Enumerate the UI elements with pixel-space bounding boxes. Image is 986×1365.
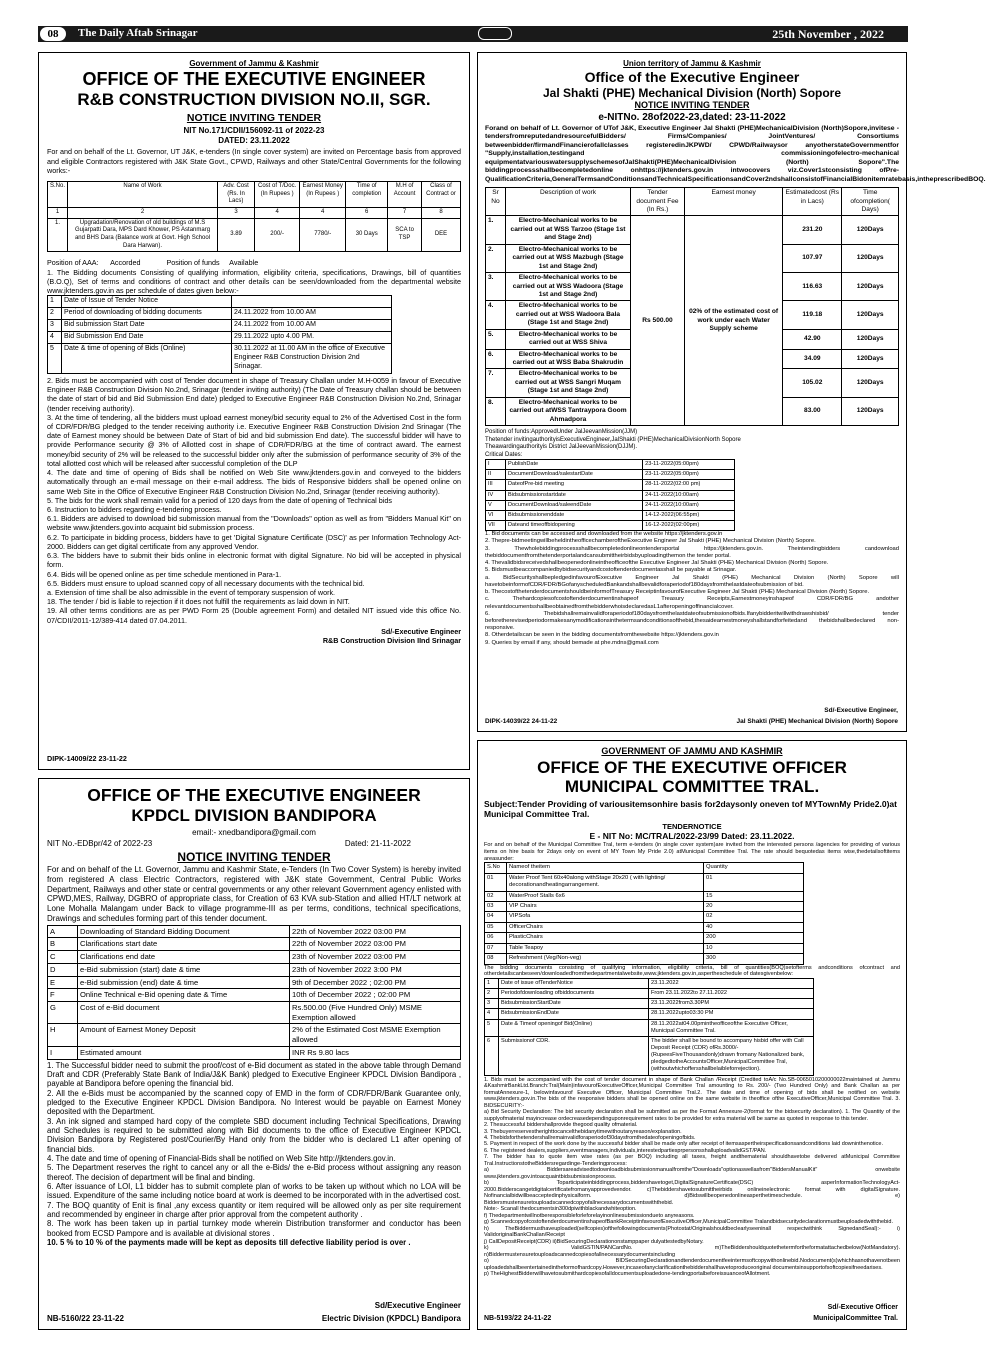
cell: Date of issue ofTenderNotice [499,978,649,988]
rb-division: R&B CONSTRUCTION DIVISION NO.II, SGR. [77,89,431,109]
cell: DateofPre-bid meeting [506,480,643,490]
cell: Electro-Mechanical works to be carried out at WSS Baba Shakrudin [506,349,631,369]
cell: I [48,1046,78,1059]
rb-colnum: 6 [346,208,388,219]
cell: 120Days [842,273,899,301]
cell: Downloading of Standard Bidding Document [78,925,290,938]
cell: 07 [485,943,507,953]
cell: 23th of November 2022 03:00 PM [290,951,461,964]
mc-title: OFFICE OF THE EXECUTIVE OFFICER [537,757,847,777]
phe-works-table [485,187,899,426]
mc-intro: For and on behalf of the Municipal Committee Tral, term e-tenders (in single cover system)are invited from the interested persons /agencies for providing of various items on hire basis for 2days only on event of MY Town My Pride 2.0) atMunicipal Committee Tral. The rate should bequotedas items wise,thedetailsoftitems areasunder: [484,842,900,862]
mc-committee: MUNICIPAL COMMITTEE TRAL. [564,777,820,797]
rb-colnum: 7 [388,208,422,219]
cell: DocumentDownload/saleendDate [506,500,643,510]
cell: Bidsubmissionenddate [506,510,643,520]
kp-nit-number: NIT No.-EDBpr/42 of 2022-23 [47,838,153,848]
kp-sign-1: Sd/Executive Engineer [374,1300,461,1310]
cell: 5 [48,344,62,374]
phe-tender-notice [477,52,986,732]
cell: Cost of e-Bid document [78,1002,290,1024]
rb-clause: 5. The bids for the work shall remain valid for a period of 120 days from the date of opening of Technical bids [47,495,392,505]
newspaper-name: The Daily Aftab Srinagar [78,27,198,39]
cell: 6 [485,1036,499,1075]
phe-footer [485,718,898,726]
phe-term: 1. Bid documents can be accessed and downloaded from the website https://jktenders.gov.in [485,531,723,538]
phe-dates-table [485,459,735,531]
rb-col: Class of Contract or [421,182,460,208]
cell: 40 [704,922,804,932]
mc-para-2: The bidding documents consisting of qualifying information, eligibility criteria, bill of quantities(BOQ)setofterms andconditions ofcontract and otherdetailscanbeseen/downloadedfromthedepartmentalwebsite,www.jktenders.gov.in,aspertheschedule of datesgivenbelow: [484,964,900,978]
cell: Nameof theitem [507,863,704,873]
cell: 4 [48,332,62,344]
rb-col: M.H of Account [388,182,422,208]
cell: VIPSofa [507,912,704,922]
rb-clauses [47,376,461,625]
rb-col: S.No. [48,182,68,208]
cell: 16-12-2022(02:00pm) [643,521,735,531]
phe-term: 4. Thevalidbidsreceivedshallbeopenedonlineintheofficeofthe Executive Engineer Jal Shakti (PHE) Mechanical Division (North) Sopore. [485,560,829,567]
cell: DocumentDownload/salestartDate [506,470,643,480]
cell: Refreshment (Veg/Non-veg) [507,954,704,964]
cell: 2 [485,989,499,999]
cell: 03 [485,902,507,912]
rb-government: Government of Jammu & Kashmir [189,59,319,68]
cell: 28-11-2022(02:00 pm) [643,480,735,490]
phe-term: 8. Otherdetailscan be seen in the bidding documentsfromthewebsite https://jktenders.gov.in [485,632,719,639]
cell: 2 [48,308,62,320]
phe-dipk: DIPK-14039/22 24-11-22 [485,717,558,725]
rb-para-1: 1. The Bidding documents Consisting of qualifying information, eligibility criteria, specifications, Drawings, bill of quantities (B.O.Q), Set of terms and conditions of contract and other details can be seen/downloaded from the departmental website www.jktenders.gov.in as per schedule of dates given below:- [47,267,461,296]
cell: Bid submission Start Date [62,320,232,332]
rb-dates-table [47,295,392,374]
cell: Period of downloading of bidding documents [62,308,232,320]
cell: WaterProof Stalls 6x6 [507,891,704,901]
cell: 24.11.2022 from 10.00 AM [232,320,392,332]
cell: Clarifications end date [78,951,290,964]
masthead-logo-icon [478,27,512,40]
cell: 107.97 [783,244,842,272]
cell: Bidsubmissionstartdate [506,490,643,500]
rb-clause: 6.5. Bidders must ensure to upload scanned copy of all necessary documents with the technical bid. [47,578,365,588]
phe-emd: 02% of the estimated cost of work under each Water Supply scheme [685,216,783,426]
phe-nit-heading: NOTICE INVITING TENDER [634,100,750,111]
cell: 1 [485,978,499,988]
rb-clause: 6.3. The bidders have to submit their bids online in electronic format with digital Signature. No bid will be accepted in physical form. [47,551,461,570]
kp-clause: 10. 5 % to 10 % of the payments made will be kept as deposits till defective liability period is over . [47,1238,411,1248]
cell: B [48,938,78,951]
cell: 3. [486,273,506,301]
rb-cell: DEE [421,218,460,252]
cell: 1. [486,216,506,244]
cell: Online Technical e-Bid opening date & Time [78,989,290,1002]
kp-clause: 4. The date and time of opening of Financial-Bids shall be notified on Web Site http://jktenders.gov.in. [47,1154,396,1164]
cell: 7. [486,369,506,397]
cell: IV [486,490,506,500]
phe-col: Tender document Fee (In Rs.) [631,188,685,216]
mc-clause: 6. The registered dealers,suppliers,eventmanagers,individuals,interestedpartiesprpersonsshalluploadvalidGST/PAN. [484,1147,767,1154]
phe-tra: Theawardingauthorityis District JalJeevanMission(DJJM). [485,444,638,451]
cell: II [486,470,506,480]
cell: 10th of December 2022 ; 02:00 PM [290,989,461,1002]
mc-subject: Subject:Tender Providing of variousitemsonhire basis for2daysonly oneven tof MYTownMy Pride2.0)at Municipal Committee Tral. [484,798,897,820]
cell: 120Days [842,216,899,244]
issue-date: 25th November , 2022 [772,27,884,41]
phe-ut: Union territory of Jammu & Kashmir [623,59,761,68]
mc-clause: g) ScannedcopyofcostoftenderdocumentinshapeofBankReceiptinfavourofExecutiveOfficer,MunicipalCommittee Tralandbidsecuritydeclarationmustbeuploadedwiththebid. [484,1219,893,1226]
cell: VIP Chairs [507,902,704,912]
cell: 300 [704,954,804,964]
cell: 24.11.2022 from 10.00 AM [232,308,392,320]
cell: 02 [704,912,804,922]
kp-clause: 3. An ink signed and stamped hard copy of the complete SBD document including Technical Specifications, Drawing and Schedules is required to be submitted along with Bid documents to the office of Executive Engineer KPDCL Division Bandipora by Registered post/Courier/By Hand only from the bidder who is declared L1 after opening of financial bids. [47,1116,461,1154]
rb-colnum: 1 [48,208,68,219]
cell: 119.18 [783,301,842,329]
cell: 200 [704,933,804,943]
rb-clause: 19. All other terms conditions are as per PWD Form 25 (Double agreement Form) and detailed NIT issued vide this office No. 07/CDII/2011-12/389-414 dated 07.04.2011. [47,606,461,625]
cell: H [48,1024,78,1046]
mc-clause: j) CallDepositReceipt(CDR) ii)BidSecuringDeclarationonstamppaper dulyattestedbyNotary. [484,1238,704,1245]
cell: 04 [485,912,507,922]
rb-clause: 18. The tender / bid is liable to rejection if it does not fulfill the requirements as laid down in NIT. [47,597,350,607]
rb-clause: 4. The date and time of opening of Bids shall be notified on Web Site www.jktenders.gov.in and conveyed to the bidders automatically through an e-mail message on their e-mail address. The bids of Responsive bidders shall be opened online on same Web Site in the Office of Executive Engineer R&B Construction Division No.2nd, Srinagar (tender receiving authority). [47,468,461,496]
cell: 5. [486,329,506,349]
mc-clauses [484,1077,900,1278]
cell: 28.11.2022upto03:30 PM [649,1009,814,1019]
kp-email: email:- xnedbandipora@gmail.com [192,828,316,838]
cell: Submissionof CDR. [499,1036,649,1075]
mc-clause: 4. Thebidsforthetendershallremainvalidforaperiodof30daysfromthedateofopeningofbids. [484,1134,696,1141]
cell: 29.11.2022 upto 4.00 PM. [232,332,392,344]
cell: V [486,500,506,510]
cell: 23.11.2022from3.30PM [649,999,814,1009]
cell: 120Days [842,301,899,329]
mc-clause: h) TheBiddermusthaveuploaded(selfcopies)ofthefollowingdocuments(Photostat/Originalshouldbeclearlyseeninall respectwithink SignedandSeal):- i) ValidoriginalBankChallan/Receipt [484,1225,900,1239]
cell: e-Bid submission (start) date & time [78,963,290,976]
cell: 23-11-2022(05:00pm) [643,470,735,480]
cell: PublishDate [506,460,643,470]
cell: 2% of the Estimated Cost MSME Exemption allowed [290,1024,461,1046]
cell: C [48,951,78,964]
kp-clause: 6. After issuance of LOI, L1 bidder has to submit complete plan of works to be taken up without which no LOA will be issued. Expenditure of the same including notice board at work is deemed to be incorporated with in the advertised cost. [47,1182,461,1201]
cell: 24-11-2022(10:00am) [643,500,735,510]
kp-nit-line [47,839,461,849]
mc-tral-tender-notice [477,740,907,1330]
cell: 120Days [842,244,899,272]
rb-clause: 3. At the time of tendering, all the bidders must upload earnest money/bid security equal to 2% of the Advertised Cost in the form of CDR/FDR/BG pledged to the tender receiving authority i.e. Executive Engineer R&B Construction Division 2nd Srinagar (The date of Earnest money should be between Date of Start of bid and bid submission End date). The successful bidder will have to provide Performance security @ 3% of Allotted cost in shape of CDR/FDR/BG at the time of contract award. The earnest money/bid security of 2% will be released to the successful bidder only after the submission of performance security of 3% of the total allotted cost which will be released after successful completion of the DLP [47,412,461,468]
mc-clause: p) TheHighestBidderwillhavetosubmithardcopiesofalldocumentsuploadedone-tendingportalbeforeissuanceofAllotment. [484,1271,771,1278]
cell: 120Days [842,329,899,349]
cell: INR Rs 9.80 lacs [290,1046,461,1059]
cell: 3 [485,999,499,1009]
cell: 2. [486,244,506,272]
mc-nb: NB-5193/22 24-11-22 [484,1315,552,1323]
cell: 05 [485,922,507,932]
cell: BidsubmissionStartDate [499,999,649,1009]
cell: 42.90 [783,329,842,349]
cell: The bidder shall be bound to accompany hisbid offer with Call Deposit Receipt (CDR) ofRs.3000/-(RupeesFiveThousandonly)drawn fromany Nationalized bank, pledgedtotheAccountsOfficer,MunicipalCommittee Tral,(withoutwhichoffersshallbelaibleforrejection). [649,1036,814,1075]
cell: Date & Timeof openingof Bid(Online) [499,1019,649,1036]
cell: BidsubmissionEndDate [499,1009,649,1019]
cell: A [48,925,78,938]
kp-title: OFFICE OF THE EXECUTIVE ENGINEER [87,785,421,805]
rb-cell: 3.89 [218,218,255,252]
phe-division: Jal Shakti (PHE) Mechanical Division (North) Sopore [542,86,842,101]
kp-intro: For and on behalf of the Lt. Governor, Jammu and Kashmir State, e-Tenders (In Two Cover System) is hereby invited from registered A class Electric Contractors, registered with J&K state Government, Central Public Works Department, Railways and other state or central governments or any other relevant Government agency enlisted with CPWD,MES, Railway, DGBRO of appropriate class, for Creation of 63 KVA sub-Station and allied HT/LT network at Lone Mohalla Malangam under Back to village programme-III as per terms, conditions, technical specifications, Drawings and schedules forming part of this tender document. [47,865,461,923]
kp-nit-heading: NOTICE INVITING TENDER [177,849,331,864]
phe-col: Earnest money [685,188,783,216]
phe-term: 6. Thebidshallremainvalidforaperiodof180daysfromthelastdateofsubmissionofbids.Ifanybidderitwillwithdrawshisbid/ tender beforetherevisedperiodormakesanymodificationsinthetermsandconditionsofthebid,thesaidearnestmoneyshallstandforfeitedand thebidshallbedeclared non-responsive. [485,610,899,632]
cell: Quantity [704,863,804,873]
mc-clause: Note:- Scanall thedocumentsin300dpiwithblackandwhiteoption. [484,1206,637,1213]
rb-cell: 30 Days [346,218,388,252]
cell: 14-12-2022(06:55pm) [643,510,735,520]
rb-col: Adv. Cost (Rs. In Lacs) [218,182,255,208]
rb-nit-number: NIT No.171/CDII/156092-11 of 2022-23 [183,125,325,135]
phe-sign-1: Sd/-Executive Engineer, [824,706,898,714]
mc-government: GOVERNMENT OF JAMMU AND KASHMIR [601,746,783,756]
kp-clause: 8. The work has been taken up in partial turnkey mode wherein Distribution transformer and conductor has been booked from ECSD Pampore and is available at divisional stores . [47,1219,461,1238]
kpdcl-tender-notice [38,778,470,1330]
cell: 23-11-2022(05:00pm) [643,460,735,470]
cell: 23th of November 2022 3:00 PM [290,963,461,976]
rb-intro: For and on behalf of the Lt. Governor, UT J&K, e-tenders (In single cover system) are invited on Percentage basis from approved and eligible Contractors registered with J&K State Govt., CPWD, Railways and other State/Central Governments for the following works:- [47,147,461,175]
mc-sign-1: Sd/-Executive Officer [827,1304,898,1312]
rb-clause: 6. Instruction to bidders regarding e-tendering process. [47,505,222,515]
phe-funds: Position of funds:ApprovedUnder JalJeevanMission(JJM) [485,429,638,436]
rb-colnum: 4 [255,208,300,219]
cell: Table Teapoy [507,943,704,953]
phe-nit-number: e-NITNo. 28of2022-23,dated: 23-11-2022 [598,111,786,123]
cell: Rs.500.00 (Five Hundred Only) MSME Exemption allowed [290,1002,461,1024]
kp-clauses [47,1061,461,1248]
rb-clause: 6.4. Bids will be opened online as per time schedule mentioned in Para-1. [47,569,282,579]
cell [232,296,392,308]
mc-clause: f) Thedepartmentwillnotberesponsibleforleforelayinonlinesubmissiondueto anyreasons. [484,1212,695,1219]
mc-clause: 7. The bidder has to quote item wise rates (as per BOQ) including all taxes, freight andthematerial shouldhavetobe delivered atMunicipal Committee Tral.InstructionstotheBiddersregardinge-Tenderingprocess: [484,1154,900,1167]
cell: Dateand timeoffbidopening [506,521,643,531]
phe-term: a. BidSecurityshallbepledgedinfavourofExecutive Engineer Jal Shakti (PHE) Mechanical Division (North) Sopore will havetobeinformofCDR/FDR/BGofanyscheduledBankandshallbevalidforaperiodof180daysfromthelastdateofsubmission of bid. [485,574,899,588]
newspaper-header [38,26,908,42]
cell: 34.09 [783,349,842,369]
rb-works-table [47,181,461,252]
phe-term: 5. Bidsmustbeaccompaniedbybidsecurityandcostoftenderdocumentasshall be payable at Srinagar. [485,567,737,574]
rb-cell: 1. [48,218,68,252]
rb-col: Time of completion [346,182,388,208]
cell: Water Proof Tent 60x40along withStage 20x20 ( with lighting/ decorationandheatingarrangement. [507,873,704,891]
cell: 06 [485,933,507,943]
cell: OfficerChairs [507,922,704,932]
cell: Clarifications start date [78,938,290,951]
rb-col: Cost of T/Doc. (In Rupees ) [255,182,300,208]
rb-cell: 7780/- [300,218,346,252]
rb-cell: SCA to TSP [388,218,422,252]
cell: Electro-Mechanical works to be carried out at WSS Shiva [506,329,631,349]
cell: S.No [485,863,507,873]
kp-clause: 1. The Successful bidder need to submit the proof/cost of e-Bid document as stated in the above table through Demand Draft and CDR (Preferably State Bank of India/J&K Bank) pledged to Executive Engineer KPDCL Division Bandipora , payable at Bandipora before opening the financial bid. [47,1060,461,1089]
mc-footer [484,1315,898,1324]
mc-items-table [484,862,804,964]
cell: Electro-Mechanical works to be carried out atWSS Tantraypora Goom Ahmadpora [506,397,631,425]
cell: 120Days [842,397,899,425]
cell: Date of Issue of Tender Notice [62,296,232,308]
kp-sign-2: Electric Division (KPDCL) Bandipora [321,1313,461,1323]
cell: 23.11.2022 [649,978,814,988]
cell: 9th of December 2022 ; 02:00 PM [290,976,461,989]
cell: 15 [704,891,804,901]
cell: Electro-Mechanical works to be carried out at WSS Mazbugh (Stage 1st and Stage 2nd) [506,244,631,272]
cell: 5 [485,1019,499,1036]
cell: 01 [704,873,804,891]
mc-clause: 1. Bids must be accompanied with the cost of tender document in shape of Bank Challan /Receipt (Credited toA/c No.SB-0065010200000022maintained at Jammu &KashmirBankLtd.Branch:Tral(Main)infavourofExecutiveOfficer,Municipal Committee Tral amounting to Rs. 200/- (Two Hundred Only) and Bank Challan as per formatAnnexure-1, belowinfavourof Executive Officer, Municipal Committee Tral.2. The date and time of opening of bids shall be notified on website www.jktenders.gov.in.The bids of the responsive bidders shall be opened online on the same website in theoffice ofthe ExecutiveOfficer,Municipal Committee Tral. 3. BIDSECURITY:- [484,1076,900,1109]
rb-cell: Upgradation/Renovation of old buildings of M.S Gujarpatti Dara, MPS Dard Khower, PS Astanmarg and BHS Dara (Balance work at Govt. High School Dara Harwan). [68,218,218,252]
phe-term: 9. Queries by email if any, should bemade at phe.mdns@gmail.com [485,639,659,646]
cell: Periodofdownloading ofbiddocuments [499,989,649,999]
mc-dates-table [484,978,814,1076]
page-number: 08 [40,27,66,41]
rb-colnum: 4 [300,208,346,219]
kp-clause: 7. The BOQ quantity of Enit is final ,any excess quantity or item required will be allowed only as per site requirement and recommended by engineer in charge after prior approval from the competent authority . [47,1200,461,1220]
mc-clause: a) Biddersareadvisedtodownloadbidsubmissionmanualfromthe"Downloads"optionaswellasfrom"BiddersManualKit" onwebsite www.jktenders.gov.intoacquaintbidsubmissionprocess. [484,1167,900,1180]
cell: VII [486,521,506,531]
phe-term: 2. Thepre-bidmeetingwillbeheldintheofficechamberoftheExecutive Engineer Jal Shakti (PHE) Mechanical Division (North) Sopore. [485,538,816,545]
cell: 6. [486,349,506,369]
phe-intro: Forand on behalf of Lt. Governor of UTof J&K, Executive Engineer Jal Shakti (PHE)MechanicalDivision (North)Sopore,invitese -tendersfromreputedandresourcefulBidders/ Firms/Companies/ JointVentures/ Consortiums betweenbidder/firmandFinancierofallclasses registeredinJKPWD/ CPWD/Railwaysor anyotherstateGovernmentfor "Supply,installation,testingand commissioningofelectro-mechanical equipmentatvariouswatersupplyschemesofJalShakti(PHE)MechanicalDivision (North) Sopore".The biddingprocessshallbecompletedonline onhttps://jktenders.gov.in intwocovers viz.Cover1stconsisting ofPre-QualificationCriteria,GeneralTermsandConditionsandTechnicalSpecificationsandCover2ndshallconsistofFinancialBidonitemratebasis,intheprescribedBOQ. [485,124,986,183]
rb-date: DATED: 23.11.2022 [218,136,290,146]
cell: 20 [704,902,804,912]
cell: 120Days [842,369,899,397]
rb-colnum: 8 [421,208,460,219]
cell: D [48,963,78,976]
cell: 116.63 [783,273,842,301]
phe-tia: Thetender invitingauthorityisExecutiveEngineer,JalShakti (PHE)MechanicalDivisionNorth Sopore [485,436,741,443]
cell: 30.11.2022 at 11.00 AM in the office of Executive Engineer R&B Construction Division 2nd Srinagar. [232,344,392,374]
kp-schedule-table [47,925,461,1060]
cell: Electro-Mechanical works to be carried out at WSS Wadoora Bala (Stage 1st and Stage 2nd) [506,301,631,329]
phe-title: Office of the Executive Engineer [584,69,800,86]
phe-critical-dates-label: Critical Dates: [485,451,523,458]
rb-sign-1: Sd/-Executive Engineer [381,626,461,636]
mc-tender-notice: TENDERNOTICE [662,821,722,831]
rb-sign-2: R&B Construction Division IInd Srinagar [322,636,461,646]
cell: PlasticChairs [507,933,704,943]
phe-term: b. ThecostofthetenderdocumentshouldbeinformofTreasury ReceiptinfavourofExecutive Engineer Jal Shakti (PHE) Mechanical Division (North) Sopore. [485,589,870,596]
rb-clause: a. Extension of time shall be also admissible in the event of temporary suspension of work. [47,587,336,597]
cell: From 23.11.2022to 27.11.2022 [649,989,814,999]
mc-clause: a) Bid Security Declaration: The bid security declaration shall be submitted as per the Format Annexure-2(format for the bidsecurity declaration). 1. The Quantity of the supplyofmaterial mayincrease ordecreasedependinguponrequirement rates to be provided for extra material will be same as quoted in response to this tender. [484,1109,900,1122]
rb-col: Earnest Money (In Rupees ) [300,182,346,208]
kp-clause: 5. The Department reserves the right to cancel any or all the e-Bids/ the e-Bid process without assigning any reason thereof. The decision of department will be final and binding. [47,1163,461,1182]
cell: 231.20 [783,216,842,244]
kp-clause: 2. All the e-Bids must be accompanied by the scanned copy of EMD in the form of CDR/FDR/Bank Guarantee only, pledged to the Executive Engineer KPDCL Division Bandipora. No Interest would be payable on Earnest Money deposited with the Department. [47,1088,461,1117]
cell: 28.11.2022at04.00pmintheofficeofthe Executive Officer, Municipal Committee Tral. [649,1019,814,1036]
phe-term: 3. Thewholebiddingprocessshallbecompletedonlineontendersportal https://jktenders.gov.in. Theintendingbidders candownload thebiddocumentfromthetenderportalandcansubmittheirbidsbyuploadingthemon the tender portal. [485,545,899,559]
cell: Date & time of opening of Bids (Online) [62,344,232,374]
cell: 10 [704,943,804,953]
mc-clause: b) Toparticipateinbiddingprocess,biddershavetoget,DigitalSignatureCertificate(DSC) asperInformationTechnologyAct-2000.Bidderscangetdigitalcertificatefromanyapprovedvendor. c)Thebiddershavetosubmittheirbids onlineinelectronic format with digitalSignature. Nofinancialbidwillbeacceptedinphysicalform. d)Bidswillbeopenedonlineasperthetimeschedule. e) Biddersmustensuretouploadscannedcopyofallnecessarydocumentswiththebid. [484,1180,900,1206]
mc-clause: o) BIDSecuringDeclarationandtenderdocumentfeeintermsoftcopywithonlinebid.Nodocument(s)whichhasnothavenotbeen uploadedshallbeentertainedintheformofhardcopy.However,incaseofanyclarificationthebiddershallhavetoproduceoriginal documentsinsupportofsoftcopiesifneedarises. [484,1258,900,1271]
cell: Electro-Mechanical works to be carried out at WSS Tarzoo (Stage 1st and Stage 2nd) [506,216,631,244]
cell: III [486,480,506,490]
cell: I [486,460,506,470]
cell: 08 [485,954,507,964]
rb-colnum: 3 [218,208,255,219]
cell: 105.02 [783,369,842,397]
rb-title: OFFICE OF THE EXECUTIVE ENGINEER [82,69,426,90]
cell: VI [486,510,506,520]
cell: Electro-Mechanical works to be carried out at WSS Sangri Muqam (Stage 1st and Stage 2nd) [506,369,631,397]
rb-clause: 6.1. Bidders are advised to download bid submission manual from the "Downloads" option as well as from "Bidders Manual Kit" on website www.jktenders.gov.into acquaint bid submission process. [47,514,461,533]
mc-clause: k) ValidGSTIN/PANCardNo. m)TheBiddershouldquotethetermfortheformatattachedbelow(NotMandatory). n)Biddermustensuretouploadscannedcopiesofallnecessarydocumentsincluding [484,1245,900,1258]
rb-tender-notice [38,52,470,770]
phe-term: c. Thehardcopiesofcostoftenderdocumentinshapeof Treasury Receipts,Earnestmoneyinshapeof CDR/FDR/BG andother relevantdocumentsshallbeobtainedfromthebidderwhoisdeclaredasL1afteropeningoffinancialcover. [485,596,899,610]
rb-dipk: DIPK-14009/22 23-11-22 [47,753,127,763]
cell: Electro-Mechanical works to be carried out at WSS Wadoora (Stage 1st and Stage 2nd) [506,273,631,301]
rb-cell: 200/- [255,218,300,252]
cell: Amount of Earnest Money Deposit [78,1024,290,1046]
phe-terms [485,531,899,647]
phe-sign-2: Jal Shakti (PHE) Mechanical Division (North) Sopore [736,717,898,725]
kp-division: KPDCL DIVISION BANDIPORA [131,806,377,825]
rb-col: Name of Work [68,182,218,208]
cell: 83.00 [783,397,842,425]
kp-footer [47,1314,461,1324]
kp-date: Dated: 21-11-2022 [344,838,411,848]
rb-clause: 2. Bids must be accompanied with cost of Tender document in shape of Treasury Challan under M.H-0059 in favour of Executive Engineer R&B Construction Division No.2nd, Srinagar (tender inviting authority) (The Date of Treasury challan should be between the date of start of bid and Bid Submission End date) pledged to Executive Engineer R&B Construction Division No.2nd, Srinagar (tender receiving authority). [47,375,461,413]
cell: 22th of November 2022 03:00 PM [290,938,461,951]
rb-clause: 6.2. To participate in bidding process, bidders have to get 'Digital Signature Certificate (DSC)' as per Information Technology Act-2000. Bidders can get digital certificate from any approved Vendor. [47,532,461,551]
phe-fee: Rs 500.00 [631,216,685,426]
cell: 120Days [842,349,899,369]
cell: F [48,989,78,1002]
mc-clause: 3. Thebuyerreservestherighttocancelthebidanytimewithoutanyreason/explanation. [484,1128,682,1135]
rb-colnum: 2 [68,208,218,219]
phe-col: Estimatedcost (Rs in Lacs) [783,188,842,216]
cell: G [48,1002,78,1024]
kp-nb: NB-5160/22 23-11-22 [47,1313,124,1323]
cell: 1 [48,296,62,308]
cell: Bid Submission End Date [62,332,232,344]
cell: 22th of November 2022 03:00 PM [290,925,461,938]
phe-details [485,429,899,459]
phe-col: Time ofcompletion( Days) [842,188,899,216]
mc-sign-2: MunicipalCommittee Tral. [813,1315,898,1323]
phe-col: Description of work [506,188,631,216]
cell: 02 [485,891,507,901]
rb-aaa: Position of AAA: Accorded Position of funds Available [47,258,259,268]
cell: 3 [48,320,62,332]
phe-col: Sr No [486,188,506,216]
cell: 4 [485,1009,499,1019]
cell: 8. [486,397,506,425]
mc-clause: 5. Payment in respect of the work done by the successful bidder shall be made only after receipt of itemsaspertheirspecificationsandconditions laid downinthenotice. [484,1141,883,1148]
rb-nit-heading: NOTICE INVITING TENDER [186,112,322,125]
mc-clause: 2. Thesuccessful biddershallprovide thegood quality ofmaterial. [484,1122,638,1129]
mc-nit: E - NIT No: MC/TRAL/2022-23/99 Dated: 23.11.2022. [589,831,795,842]
cell: Estimated amount [78,1046,290,1059]
cell: 24-11-2022(10:00am) [643,490,735,500]
cell: 4. [486,301,506,329]
cell: E [48,976,78,989]
cell: 01 [485,873,507,891]
cell: e-Bid submission (end) date & time [78,976,290,989]
